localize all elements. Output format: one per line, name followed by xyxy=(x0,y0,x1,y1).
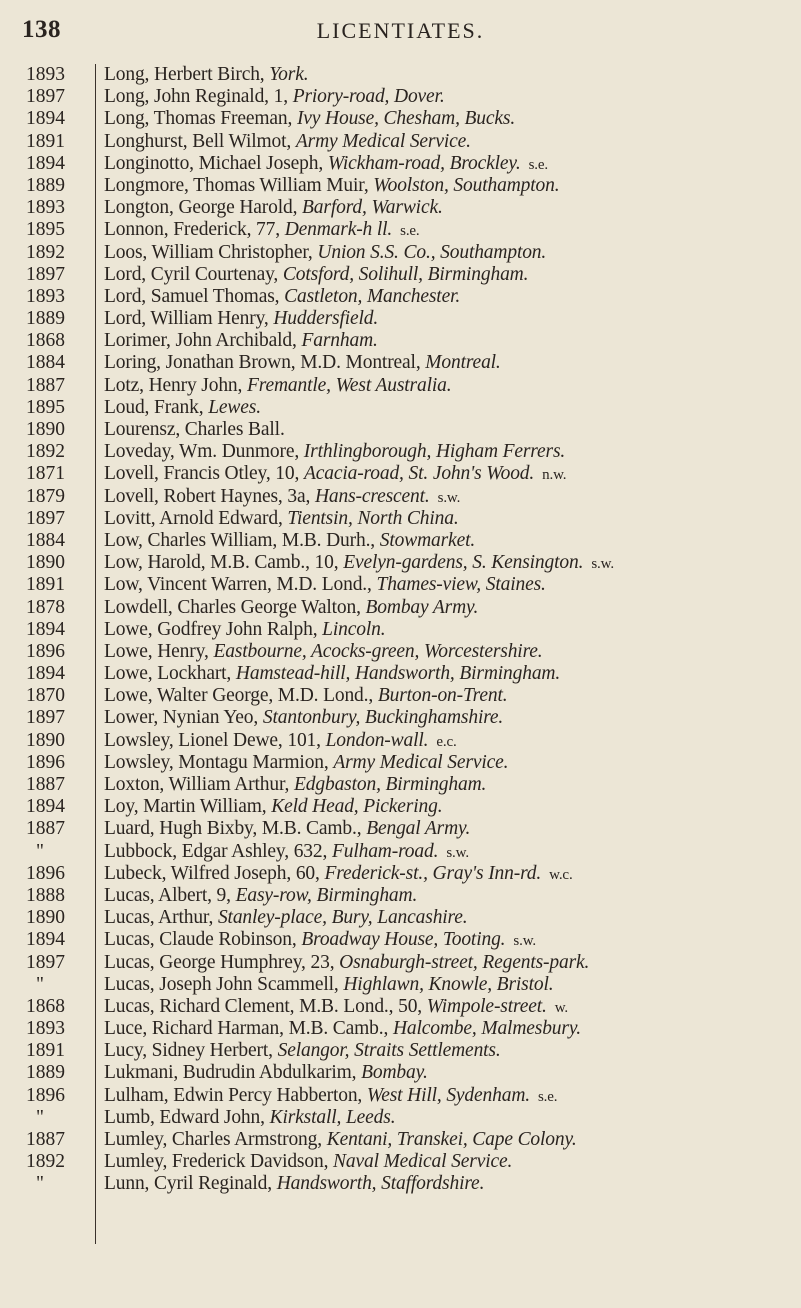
entry-place: Evelyn-gardens, S. Kensington. xyxy=(343,552,584,574)
entry-text xyxy=(104,730,457,753)
entry-year: 1890 xyxy=(26,552,65,574)
list-item xyxy=(0,707,801,729)
entry-year: 1894 xyxy=(26,152,65,174)
entry-year: 1894 xyxy=(26,663,65,685)
entry-place: Huddersfield. xyxy=(273,308,379,330)
list-item xyxy=(0,974,801,996)
entry-year: 1890 xyxy=(26,907,65,929)
entry-place: Bengal Army. xyxy=(366,818,471,840)
entry-year: 1891 xyxy=(26,1040,65,1062)
entry-place: Lewes. xyxy=(208,396,261,418)
entry-year: 1897 xyxy=(26,86,65,108)
list-item xyxy=(0,175,801,197)
entry-name: Loud, Frank, xyxy=(104,396,204,418)
entry-name: Lowsley, Lionel Dewe, 101, xyxy=(104,729,321,751)
entry-year: 1891 xyxy=(26,574,65,596)
entry-year: 1890 xyxy=(26,419,65,440)
list-item xyxy=(0,242,801,264)
entry-year: 1892 xyxy=(26,1151,65,1173)
entry-text xyxy=(104,219,420,242)
entry-place: York. xyxy=(269,64,309,85)
entry-place: Lincoln. xyxy=(322,618,386,640)
entry-name: Lumley, Frederick Davidson, xyxy=(104,1151,329,1173)
entry-year: 1887 xyxy=(26,818,65,840)
entry-place: West Hill, Sydenham. xyxy=(366,1084,530,1106)
entry-year: 1895 xyxy=(26,396,65,418)
entry-year: 1894 xyxy=(26,929,65,951)
entry-name: Lubbock, Edgar Ashley, 632, xyxy=(104,840,328,862)
entry-text xyxy=(104,1107,403,1130)
entry-place: Ivy House, Chesham, Bucks. xyxy=(296,108,516,130)
entry-year: 1889 xyxy=(26,308,65,330)
entry-name: Lubeck, Wilfred Joseph, 60, xyxy=(104,862,320,884)
entry-place: Fulham-road. xyxy=(331,840,439,862)
entry-text xyxy=(104,463,566,486)
entry-year: 1892 xyxy=(26,241,65,263)
list-item xyxy=(0,574,801,596)
entry-place: London-wall. xyxy=(325,729,429,751)
list-item xyxy=(0,929,801,951)
entry-name: Longton, George Harold, xyxy=(104,197,298,219)
list-item xyxy=(0,1085,801,1107)
entry-text xyxy=(104,1173,492,1196)
entry-place: Bombay Army. xyxy=(365,596,479,618)
entry-text xyxy=(104,641,551,664)
entry-text xyxy=(104,774,494,797)
list-item xyxy=(0,197,801,219)
entry-name: Lord, Cyril Courtenay, xyxy=(104,263,279,285)
entry-name: Lower, Nynian Yeo, xyxy=(104,707,259,729)
entry-name: Lunn, Cyril Reginald, xyxy=(104,1173,272,1195)
entry-text xyxy=(104,264,536,287)
list-item xyxy=(0,419,801,441)
entry-name: Lourensz, Charles Ball. xyxy=(104,419,285,440)
entry-place: Kentani, Transkei, Cape Colony. xyxy=(326,1129,577,1150)
entry-place: Wimpole-street. xyxy=(426,995,547,1017)
list-item xyxy=(0,330,801,352)
list-item xyxy=(0,552,801,574)
entry-name: Longhurst, Bell Wilmot, xyxy=(104,130,292,152)
list-item xyxy=(0,996,801,1018)
entry-year: 1896 xyxy=(26,862,65,884)
list-item xyxy=(0,885,801,907)
list-item xyxy=(0,774,801,796)
entry-year: " xyxy=(36,1173,44,1195)
list-item xyxy=(0,530,801,552)
entry-year: 1896 xyxy=(26,640,65,662)
entry-text xyxy=(104,996,568,1019)
entry-name: Lovell, Robert Haynes, 3a, xyxy=(104,485,311,507)
entry-name: Lovell, Francis Otley, 10, xyxy=(104,463,300,485)
entry-text xyxy=(104,752,516,775)
list-item xyxy=(0,86,801,108)
entry-year: 1891 xyxy=(26,130,65,152)
entry-name: Lucas, Joseph John Scammell, xyxy=(104,973,339,995)
entry-place: Kirkstall, Leeds. xyxy=(269,1106,396,1128)
entry-text xyxy=(104,175,567,198)
list-item xyxy=(0,131,801,153)
entry-year: 1897 xyxy=(26,263,65,285)
entry-text xyxy=(104,1018,589,1041)
entry-text xyxy=(104,486,460,509)
list-item xyxy=(0,730,801,752)
list-item xyxy=(0,619,801,641)
entry-text xyxy=(104,352,509,375)
list-item xyxy=(0,286,801,308)
entry-name: Luard, Hugh Bixby, M.B. Camb., xyxy=(104,818,362,840)
entry-name: Lowsley, Montagu Marmion, xyxy=(104,751,329,773)
entry-place: Castleton, Manchester. xyxy=(284,285,461,307)
entry-name: Low, Vincent Warren, M.D. Lond., xyxy=(104,574,372,596)
entry-place: Broadway House, Tooting. xyxy=(301,929,506,951)
entry-text xyxy=(104,131,479,154)
entry-place: Stanley-place, Bury, Lancashire. xyxy=(217,907,468,929)
entry-year: 1894 xyxy=(26,796,65,818)
entry-text xyxy=(104,197,451,220)
list-item xyxy=(0,441,801,463)
entry-place: Edgbaston, Birmingham. xyxy=(294,774,487,795)
entry-name: Loy, Martin William, xyxy=(104,796,267,818)
entry-text xyxy=(104,1151,520,1174)
entry-name: Lowe, Lockhart, xyxy=(104,663,232,685)
entry-text xyxy=(104,242,554,265)
entry-place: Osnaburgh-street, Regents-park. xyxy=(339,951,590,973)
entry-place: Hans-crescent. xyxy=(314,485,430,507)
entry-text xyxy=(104,108,523,131)
list-item xyxy=(0,1129,801,1151)
entry-place: Army Medical Service. xyxy=(295,130,471,152)
entry-name: Low, Charles William, M.B. Durh., xyxy=(104,529,376,551)
list-item xyxy=(0,486,801,508)
entry-name: Low, Harold, M.B. Camb., 10, xyxy=(104,552,339,574)
entry-year: 1892 xyxy=(26,441,65,463)
entry-name: Loveday, Wm. Dunmore, xyxy=(104,441,300,463)
entry-name: Lowdell, Charles George Walton, xyxy=(104,596,361,618)
list-item xyxy=(0,1062,801,1084)
entry-text xyxy=(104,330,386,353)
entry-year: 1889 xyxy=(26,1062,65,1084)
entry-text xyxy=(104,64,316,87)
entry-place: Eastbourne, Acocks-green, Worcestershire. xyxy=(213,640,543,662)
entry-text xyxy=(104,419,293,442)
entry-text xyxy=(104,375,459,398)
entry-year: 1887 xyxy=(26,1129,65,1150)
list-item xyxy=(0,663,801,685)
entry-year: 1884 xyxy=(26,352,65,374)
list-item xyxy=(0,264,801,286)
entry-place: Bombay. xyxy=(361,1062,428,1084)
list-item xyxy=(0,685,801,707)
entry-place: Highlawn, Knowle, Bristol. xyxy=(343,973,554,995)
list-item xyxy=(0,375,801,397)
entry-place: Naval Medical Service. xyxy=(333,1151,513,1173)
entry-year: 1893 xyxy=(26,64,65,85)
list-item xyxy=(0,352,801,374)
entry-text xyxy=(104,1040,509,1063)
entry-year: " xyxy=(36,1106,44,1128)
entry-name: Long, John Reginald, 1, xyxy=(104,86,288,108)
list-item xyxy=(0,907,801,929)
entry-place: Fremantle, West Australia. xyxy=(247,374,452,396)
entry-postal-district: s.e. xyxy=(537,1088,558,1105)
entry-text xyxy=(104,796,450,819)
entry-text xyxy=(104,308,386,331)
entry-place: Wickham-road, Brockley. xyxy=(327,152,521,174)
entry-text xyxy=(104,1129,585,1152)
entry-place: Farnham. xyxy=(301,330,378,352)
entry-name: Lord, William Henry, xyxy=(104,308,269,330)
entry-year: 1896 xyxy=(26,1084,65,1106)
entry-place: Keld Head, Pickering. xyxy=(271,796,443,818)
list-item xyxy=(0,641,801,663)
entry-text xyxy=(104,1085,557,1108)
entry-postal-district: e.c. xyxy=(436,733,457,750)
entry-name: Loxton, William Arthur, xyxy=(104,774,290,795)
list-item xyxy=(0,463,801,485)
entry-place: Stowmarket. xyxy=(379,529,476,551)
entry-year: 1889 xyxy=(26,174,65,196)
entry-text xyxy=(104,885,425,908)
entry-place: Tientsin, North China. xyxy=(287,507,459,529)
entry-place: Cotsford, Solihull, Birmingham. xyxy=(282,263,529,285)
entry-name: Lucas, Arthur, xyxy=(104,907,214,929)
entry-text xyxy=(104,397,269,420)
entry-year: 1879 xyxy=(26,485,65,507)
entry-place: Easy-row, Birmingham. xyxy=(235,884,418,906)
entry-year: 1897 xyxy=(26,951,65,973)
entry-postal-district: s.w. xyxy=(446,844,469,861)
entry-text xyxy=(104,841,469,864)
entry-name: Luce, Richard Harman, M.B. Camb., xyxy=(104,1018,389,1040)
entry-name: Lucas, George Humphrey, 23, xyxy=(104,951,335,973)
entry-text xyxy=(104,707,511,730)
entry-name: Lukmani, Budrudin Abdulkarim, xyxy=(104,1062,357,1084)
entry-place: Selangor, Straits Settlements. xyxy=(277,1040,501,1062)
entry-year: 1890 xyxy=(26,729,65,751)
entry-name: Lowe, Godfrey John Ralph, xyxy=(104,618,318,640)
entry-text xyxy=(104,441,573,464)
list-item xyxy=(0,863,801,885)
list-item xyxy=(0,597,801,619)
entry-name: Loring, Jonathan Brown, M.D. Montreal, xyxy=(104,352,421,374)
entry-text xyxy=(104,685,515,708)
entry-text xyxy=(104,153,548,176)
entry-text xyxy=(104,863,573,886)
entry-place: Union S.S. Co., Southampton. xyxy=(317,241,547,263)
entry-place: Woolston, Southampton. xyxy=(373,174,560,196)
list-item xyxy=(0,508,801,530)
entry-place: Halcombe, Malmesbury. xyxy=(392,1018,581,1040)
entry-year: 1893 xyxy=(26,285,65,307)
entry-year: 1871 xyxy=(26,463,65,485)
entry-year: 1893 xyxy=(26,197,65,219)
list-item xyxy=(0,219,801,241)
entry-place: Burton-on-Trent. xyxy=(377,685,508,707)
list-item xyxy=(0,397,801,419)
entry-name: Lucy, Sidney Herbert, xyxy=(104,1040,273,1062)
entry-name: Lowe, Henry, xyxy=(104,640,209,662)
list-item xyxy=(0,153,801,175)
entry-year: 1896 xyxy=(26,751,65,773)
entry-place: Handsworth, Staffordshire. xyxy=(276,1173,485,1195)
list-item xyxy=(0,1018,801,1040)
entry-year: 1894 xyxy=(26,108,65,130)
list-item xyxy=(0,796,801,818)
entry-postal-district: s.e. xyxy=(400,223,420,240)
entry-name: Lumley, Charles Armstrong, xyxy=(104,1129,322,1150)
entry-year: 1893 xyxy=(26,1018,65,1040)
entry-text xyxy=(104,530,483,553)
entry-name: Longmore, Thomas William Muir, xyxy=(104,174,369,196)
running-title: LICENTIATES. xyxy=(316,18,485,43)
entry-name: Lulham, Edwin Percy Habberton, xyxy=(104,1084,363,1106)
entry-name: Lucas, Claude Robinson, xyxy=(104,929,297,951)
list-item xyxy=(0,1151,801,1173)
entry-text xyxy=(104,663,568,686)
entry-place: Thames-view, Staines. xyxy=(376,574,546,596)
list-item xyxy=(0,841,801,863)
entry-place: Denmark-h ll. xyxy=(284,219,393,241)
list-item xyxy=(0,1040,801,1062)
entry-text xyxy=(104,574,554,597)
entry-name: Long, Thomas Freeman, xyxy=(104,108,293,130)
entry-name: Long, Herbert Birch, xyxy=(104,64,265,85)
entry-postal-district: s.e. xyxy=(528,156,548,173)
entry-place: Montreal. xyxy=(425,352,501,374)
entry-text xyxy=(104,929,536,952)
entry-name: Lucas, Richard Clement, M.B. Lond., 50, xyxy=(104,995,423,1017)
entry-place: Hamstead-hill, Handsworth, Birmingham. xyxy=(235,663,561,685)
list-item xyxy=(0,752,801,774)
entry-postal-district: s.w. xyxy=(591,556,614,573)
entry-year: " xyxy=(36,973,44,995)
entry-postal-district: w.c. xyxy=(549,866,573,883)
page-header xyxy=(0,16,801,48)
entry-place: Barford, Warwick. xyxy=(302,197,443,219)
entry-year: 1895 xyxy=(26,219,65,241)
list-item xyxy=(0,64,801,86)
entry-name: Lucas, Albert, 9, xyxy=(104,884,231,906)
entry-year: 1884 xyxy=(26,529,65,551)
entry-place: Army Medical Service. xyxy=(333,751,509,773)
entry-postal-district: n.w. xyxy=(542,467,567,484)
entry-year: " xyxy=(36,840,44,862)
entry-year: 1870 xyxy=(26,685,65,707)
entry-year: 1887 xyxy=(26,374,65,396)
list-item xyxy=(0,108,801,130)
entry-place: Priory-road, Dover. xyxy=(292,86,445,108)
entry-year: 1887 xyxy=(26,774,65,795)
entry-name: Lovitt, Arnold Edward, xyxy=(104,507,283,529)
list-item xyxy=(0,308,801,330)
entry-name: Loos, William Christopher, xyxy=(104,241,313,263)
entry-text xyxy=(104,818,478,841)
entry-place: Stantonbury, Buckinghamshire. xyxy=(262,707,504,729)
entry-text xyxy=(104,952,597,975)
entry-postal-district: s.w. xyxy=(513,933,537,950)
entry-text xyxy=(104,974,561,997)
entry-year: 1868 xyxy=(26,995,65,1017)
list-item xyxy=(0,952,801,974)
entry-text xyxy=(104,619,393,642)
entry-text xyxy=(104,597,486,620)
entry-postal-district: s.w. xyxy=(437,489,461,506)
entry-place: Irthlingborough, Higham Ferrers. xyxy=(303,441,566,463)
entry-postal-district: w. xyxy=(554,999,569,1016)
entry-text xyxy=(104,508,467,531)
entry-year: 1894 xyxy=(26,618,65,640)
entry-place: Frederick-st., Gray's Inn-rd. xyxy=(324,862,542,884)
list-item xyxy=(0,1107,801,1129)
entry-text xyxy=(104,552,614,575)
entry-name: Lotz, Henry John, xyxy=(104,374,243,396)
entry-name: Lumb, Edward John, xyxy=(104,1106,265,1128)
entry-name: Lowe, Walter George, M.D. Lond., xyxy=(104,685,374,707)
entry-year: 1888 xyxy=(26,884,65,906)
entry-year: 1878 xyxy=(26,596,65,618)
entry-year: 1868 xyxy=(26,330,65,352)
entry-list xyxy=(0,64,801,1196)
entry-name: Lord, Samuel Thomas, xyxy=(104,285,280,307)
entry-text xyxy=(104,86,453,109)
list-item xyxy=(0,818,801,840)
entry-year: 1897 xyxy=(26,507,65,529)
list-item xyxy=(0,1173,801,1195)
page-number: 138 xyxy=(22,16,61,43)
entry-place: Acacia-road, St. John's Wood. xyxy=(303,463,535,485)
entry-name: Lorimer, John Archibald, xyxy=(104,330,297,352)
entry-text xyxy=(104,907,476,930)
entry-text xyxy=(104,1062,436,1085)
entry-name: Lonnon, Frederick, 77, xyxy=(104,219,280,241)
entry-text xyxy=(104,286,468,309)
entry-year: 1897 xyxy=(26,707,65,729)
entry-name: Longinotto, Michael Joseph, xyxy=(104,152,324,174)
